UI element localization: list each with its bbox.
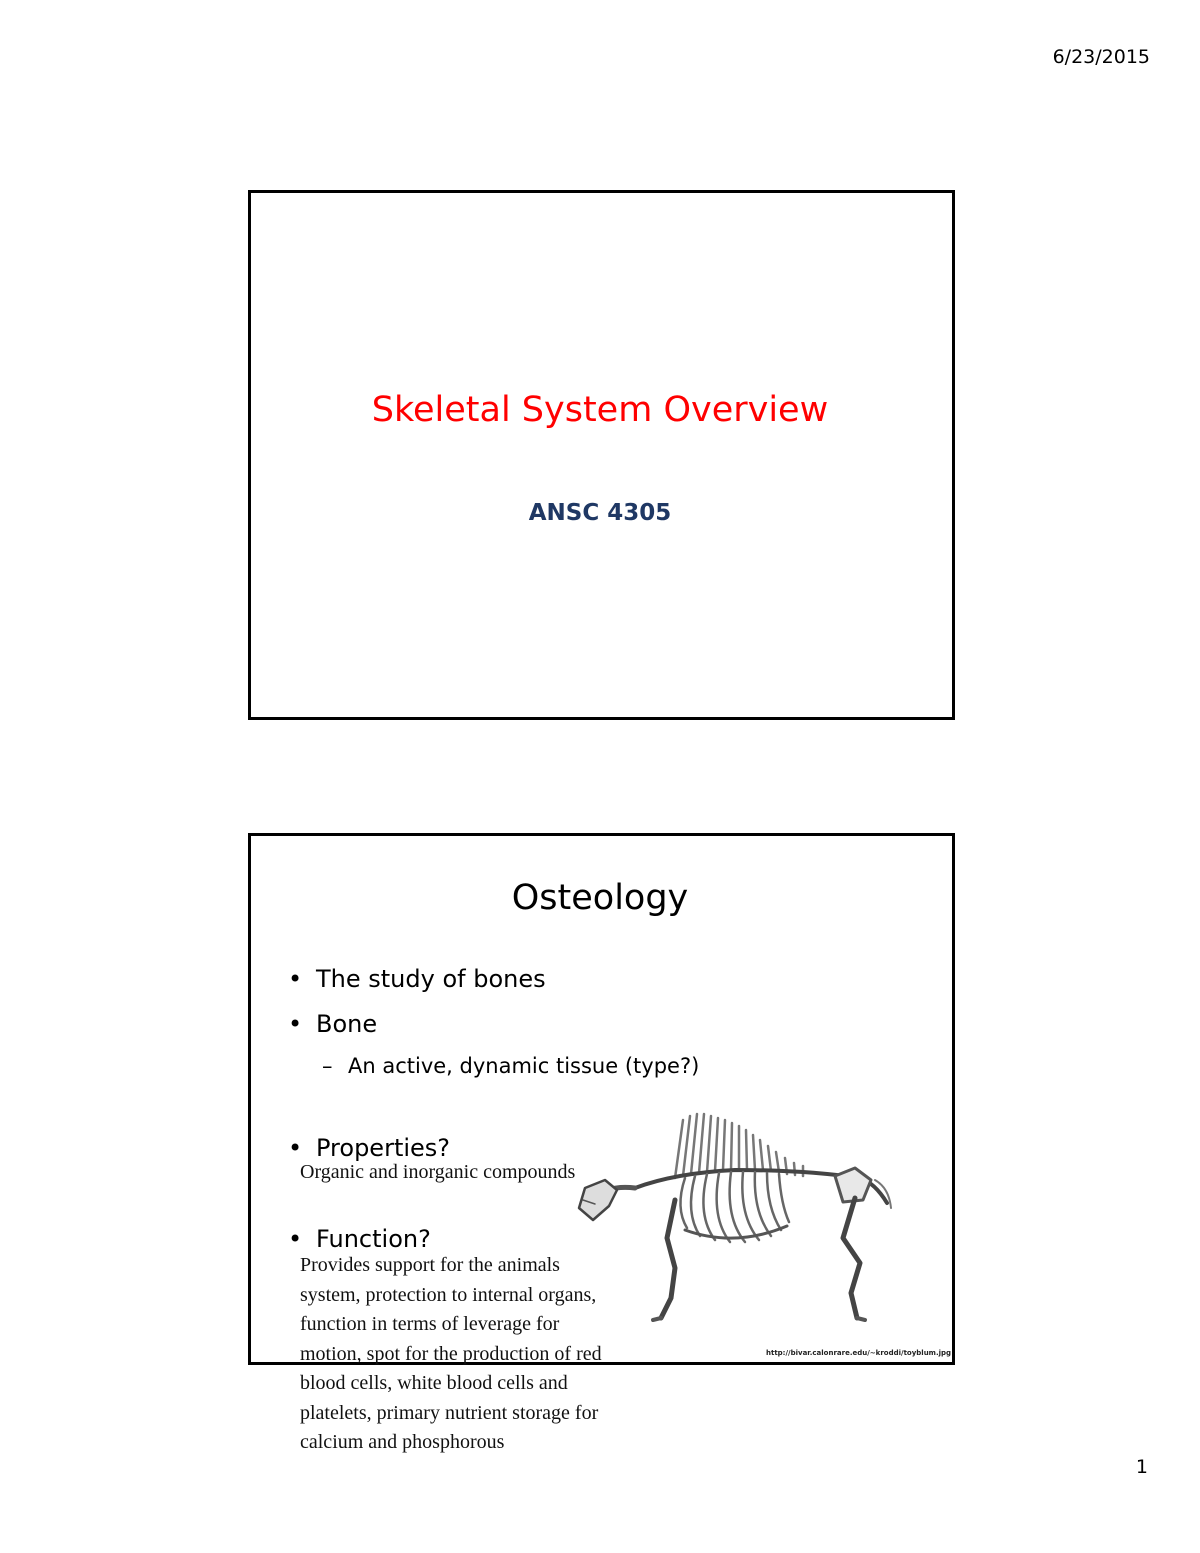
function-note-line: calcium and phosphorous xyxy=(300,1431,505,1453)
slide-1-subtitle: ANSC 4305 xyxy=(528,500,672,526)
sub-bullet-marker: – xyxy=(322,1054,333,1078)
bullet-study-of-bones xyxy=(288,965,546,993)
slide-2-title: Osteology xyxy=(511,878,689,918)
page-date: 6/23/2015 xyxy=(1052,46,1150,68)
function-note-line: motion, spot for the production of red xyxy=(300,1342,602,1365)
bullet-marker: • xyxy=(288,1010,303,1038)
bullet-text: Properties? xyxy=(316,1134,451,1162)
bullet-marker: • xyxy=(288,965,303,993)
function-note-line: Provides support for the animals xyxy=(300,1254,560,1276)
bullet-marker: • xyxy=(288,1225,303,1253)
bullet-text: Bone xyxy=(316,1010,378,1038)
bullet-text: The study of bones xyxy=(316,965,546,993)
bullet-bone xyxy=(288,1010,377,1038)
bullet-marker: • xyxy=(288,1134,303,1162)
slide-1-title: Skeletal System Overview xyxy=(371,390,829,430)
slide-1-frame xyxy=(248,190,955,720)
function-note-line: platelets, primary nutrient storage for xyxy=(300,1401,599,1424)
function-note-line: function in terms of leverage for xyxy=(300,1313,560,1335)
image-credit-link[interactable]: http://bivar.calonrare.edu/~kroddi/toyblum.jpg xyxy=(766,1349,952,1357)
function-note-line: blood cells, white blood cells and xyxy=(300,1372,568,1394)
page-number: 1 xyxy=(1135,1456,1148,1478)
properties-note: Organic and inorganic compounds xyxy=(300,1161,576,1183)
function-note xyxy=(300,1251,680,1458)
bullet-function xyxy=(288,1225,431,1253)
function-note-line: system, protection to internal organs, xyxy=(300,1283,597,1306)
sub-bullet-active-tissue xyxy=(322,1054,699,1078)
sub-bullet-text: An active, dynamic tissue (type?) xyxy=(348,1054,700,1078)
bullet-text: Function? xyxy=(316,1225,431,1253)
